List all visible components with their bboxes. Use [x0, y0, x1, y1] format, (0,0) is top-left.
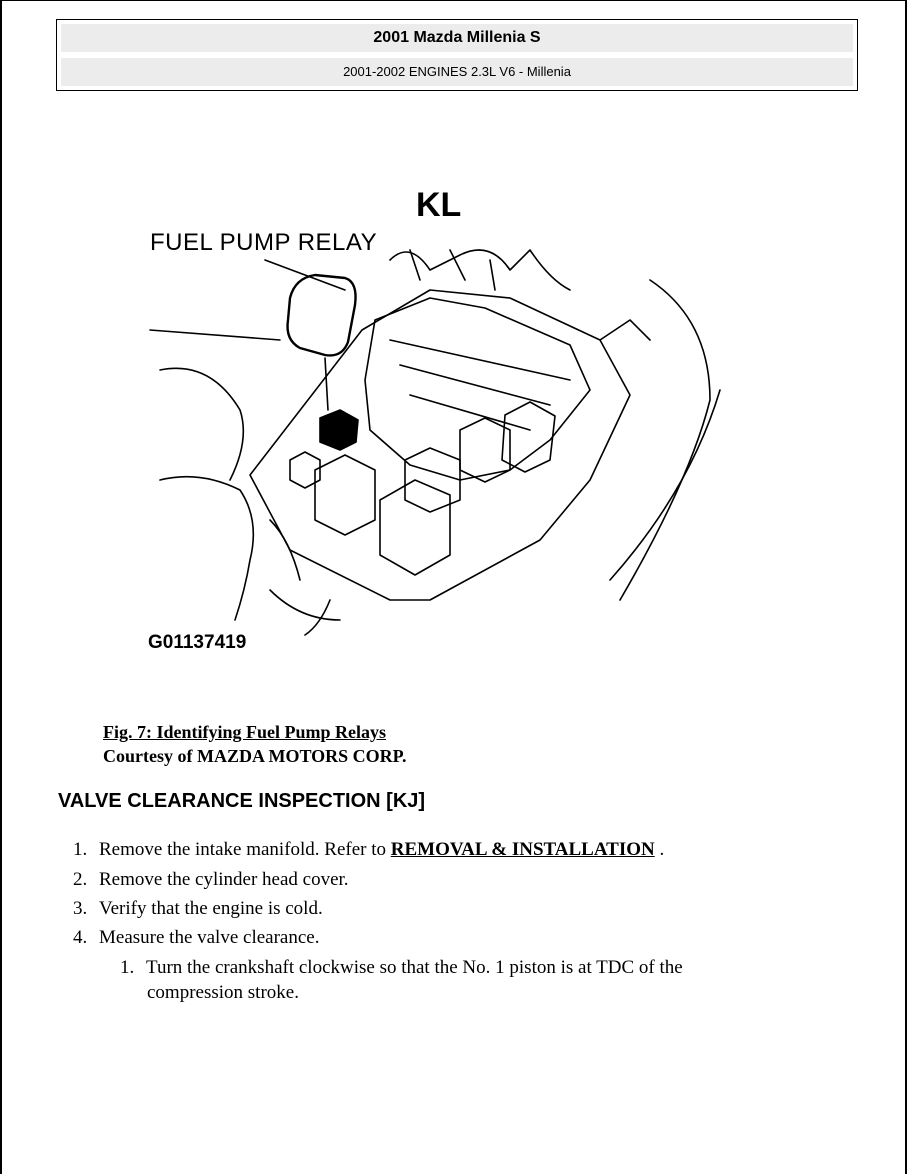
list-item-text: Verify that the engine is cold.	[99, 898, 323, 919]
header-subtitle: 2001-2002 ENGINES 2.3L V6 - Millenia	[61, 58, 853, 86]
list-item	[73, 839, 664, 861]
figure-callout-label: FUEL PUMP RELAY	[150, 229, 378, 256]
figure-code: G01137419	[148, 632, 247, 653]
floating-relay-shape	[288, 275, 356, 355]
header-title: 2001 Mazda Millenia S	[61, 24, 853, 52]
list-item-number: 2.	[73, 869, 88, 890]
callout-leader-line	[265, 260, 345, 290]
removal-installation-link[interactable]: REMOVAL & INSTALLATION	[390, 839, 655, 860]
list-item	[73, 869, 349, 891]
highlighted-relay-shape	[320, 410, 358, 450]
section-heading: VALVE CLEARANCE INSPECTION [KJ]	[58, 790, 426, 812]
figure-caption: Fig. 7: Identifying Fuel Pump Relays	[103, 722, 387, 742]
list-item-number: 1.	[73, 839, 88, 860]
list-item	[73, 927, 319, 949]
list-item-text: Remove the cylinder head cover.	[99, 869, 349, 890]
list-item	[73, 898, 323, 920]
sub-list-item-text: Turn the crankshaft clockwise so that the No. 1 piston is at TDC of the	[146, 957, 683, 978]
list-item-text: Remove the intake manifold. Refer to	[99, 839, 391, 860]
document-header	[56, 19, 858, 91]
sub-list-item	[120, 957, 683, 979]
figure-courtesy: Courtesy of MAZDA MOTORS CORP.	[103, 746, 407, 766]
list-item-number: 4.	[73, 927, 88, 948]
figure-title: KL	[416, 186, 462, 224]
sub-list-item-number: 1.	[120, 957, 135, 978]
list-item-suffix: .	[654, 839, 665, 860]
list-item-number: 3.	[73, 898, 88, 919]
list-item-text: Measure the valve clearance.	[99, 927, 320, 948]
sub-list-item-continuation: compression stroke.	[147, 982, 299, 1003]
